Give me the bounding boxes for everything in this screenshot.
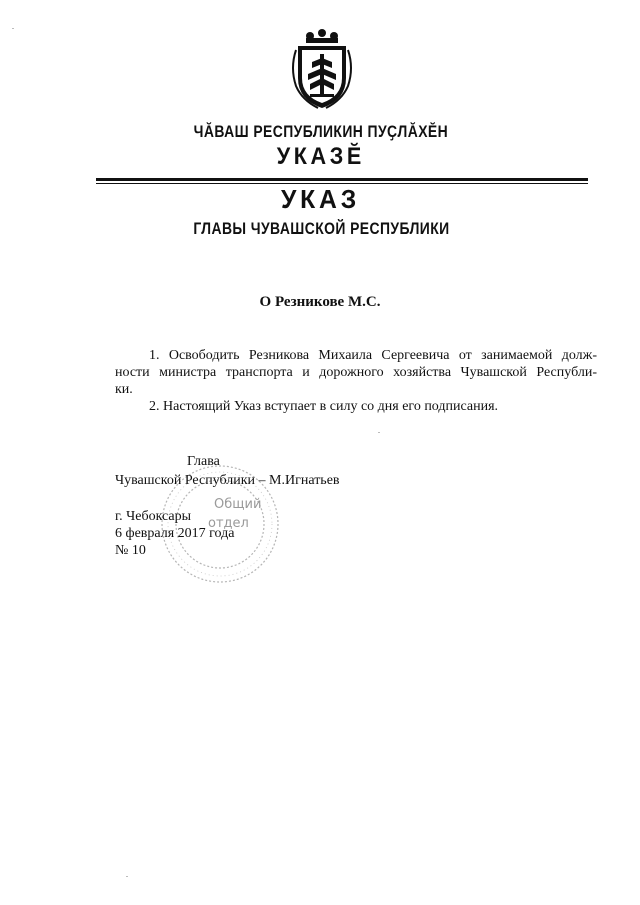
coat-of-arms-emblem [288,28,356,110]
paragraph-2-text: 2. Настоящий Указ вступает в силу со дня его подписания. [149,399,499,414]
scan-speck [378,432,380,433]
header-divider-thick [96,178,588,181]
decree-subtitle: ГЛАВЫ ЧУВАШСКОЙ РЕСПУБЛИКИ [193,219,450,238]
paragraph-2 [115,398,597,415]
paragraph-1-line: ки. [115,382,133,397]
stamp-text-line: отдел [208,516,249,531]
signatory-title: Глава [187,454,220,469]
scan-speck [12,28,14,29]
stamp-text-line: Общий [214,497,262,512]
decree-title: УКАЗ [281,184,360,214]
paragraph-1 [115,347,597,398]
scan-speck [126,876,128,877]
issue-date: 6 февраля 2017 года [115,526,235,541]
decree-number: № 10 [115,543,146,558]
chuvash-decree-title: УКАЗӖ [276,143,365,170]
signatory-line: Чувашской Республики – М.Игнатьев [115,473,340,488]
paragraph-1-line: ности министра транспорта и дорожного хозяйства Чувашской Республи- [115,365,597,380]
decree-subject: О Резникове М.С. [259,294,381,310]
paragraph-1-line: 1. Освободить Резникова Михаила Сергеевича от занимаемой долж- [149,348,597,363]
issue-place: г. Чебоксары [115,509,192,524]
chuvash-header-line: ЧӐВАШ РЕСПУБЛИКИН ПУҪЛӐХӖН [193,122,449,141]
